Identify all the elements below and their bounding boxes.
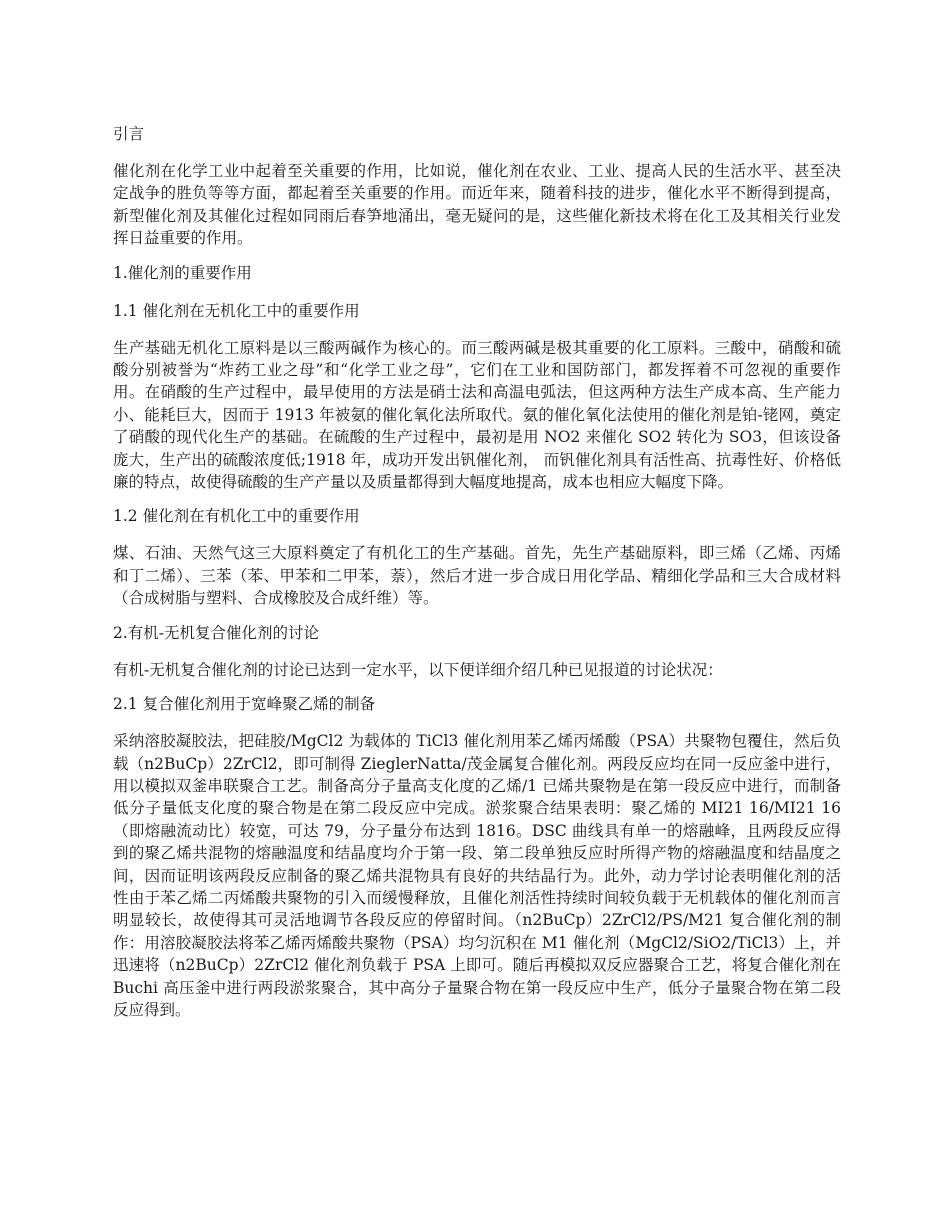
section-1-1-paragraph: 生产基础无机化工原料是以三酸两碱作为核心的。而三酸两碱是极其重要的化工原料。三酸中，硝酸和硫酸分别被誉为“炸药工业之母”和“化学工业之母”，它们在工业和国防部门，都发挥着不可忽视的重要作用。在硝酸的生产过程中，最早使用的方法是硝士法和高温电弧法，但这两种方法生产成本高、生产能力小、能耗巨大，因而于 1913 年被氨的催化氧化法所取代。氨的催化氧化法使用的催化剂是铂-铑网，奠定了硝酸的现代化生产的基础。在硫酸的生产过程中，最初是用 NO2 来催化 SO2 转化为 SO3，但该设备庞大，生产出的硫酸浓度低;1918 年，成功开发出钒催化剂， 而钒催化剂具有活性高、抗毒性好、价格低廉的特点，故使得硫酸的生产产量以及质量都得到大幅度地提高，成本也相应大幅度下降。 [113, 338, 841, 492]
section-1-2-paragraph: 煤、石油、天然气这三大原料奠定了有机化工的生产基础。首先，先生产基础原料，即三烯（乙烯、丙烯和丁二烯）、三苯（苯、甲苯和二甲苯，萘），然后才进一步合成日用化学品、精细化学品和三大合成材料（合成树脂与塑料、合成橡胶及合成纤维）等。 [113, 544, 841, 608]
section-1-heading: 1.催化剂的重要作用 [113, 263, 252, 282]
section-1-1-heading: 1.1 催化剂在无机化工中的重要作用 [113, 301, 360, 320]
section-2-1-heading: 2.1 复合催化剂用于宽峰聚乙烯的制备 [113, 695, 376, 714]
document-page [113, 122, 841, 1032]
section-2-heading: 2.有机-无机复合催化剂的讨论 [113, 623, 320, 642]
section-2-paragraph: 有机-无机复合催化剂的讨论已达到一定水平，以下便详细介绍几种已见报道的讨论状况： [113, 660, 723, 679]
section-1-2-heading: 1.2 催化剂在有机化工中的重要作用 [113, 507, 360, 526]
intro-paragraph: 催化剂在化学工业中起着至关重要的作用，比如说，催化剂在农业、工业、提高人民的生活水平、甚至决定战争的胜负等等方面，都起着至关重要的作用。而近年来，随着科技的进步，催化水平不断得到提高，新型催化剂及其催化过程如同雨后春笋地涌出，毫无疑问的是，这些催化新技术将在化工及其相关行业发挥日益重要的作用。 [113, 162, 841, 248]
intro-heading: 引言 [113, 125, 145, 143]
section-2-1-paragraph: 采纳溶胶凝胶法，把硅胶/MgCl2 为载体的 TiCl3 催化剂用苯乙烯丙烯酸（PSA）共聚物包覆住，然后负载（n2BuCp）2ZrCl2，即可制得 ZieglerNatta/茂金属复合催化剂。两段反应均在同一反应釜中进行，用以模拟双釜串联聚合工艺。制备高分子量高支化度的乙烯/1 已烯共聚物是在第一段反应中进行，而制备低分子量低支化度的聚合物是在第二段反应中完成。淤浆聚合结果表明：聚乙烯的 MI21 16/MI21 16（即熔融流动比）较宽，可达 79，分子量分布达到 1816。DSC 曲线具有单一的熔融峰，且两段反应得到的聚乙烯共混物的熔融温度和结晶度均介于第一段、第二段单独反应时所得产物的熔融温度和结晶度之间，因而证明该两段反应制备的聚乙烯共混物具有良好的共结晶行为。此外，动力学讨论表明催化剂的活性由于苯乙烯二丙烯酸共聚物的引入而缓慢释放，且催化剂活性持续时间较负载于无机载体的催化剂而言明显较长，故使得其可灵活地调节各段反应的停留时间。（n2BuCp）2ZrCl2/PS/M21 复合催化剂的制作：用溶胶凝胶法将苯乙烯丙烯酸共聚物（PSA）均匀沉积在 M1 催化剂（MgCl2/SiO2/TiCl3）上，并迅速将（n2BuCp）2ZrCl2 催化剂负载于 PSA 上即可。随后再模拟双反应器聚合工艺，将复合催化剂在 Buchi 高压釜中进行两段淤浆聚合，其中高分子量聚合物在第一段反应中生产，低分子量聚合物在第二段反应得到。 [113, 732, 841, 1019]
